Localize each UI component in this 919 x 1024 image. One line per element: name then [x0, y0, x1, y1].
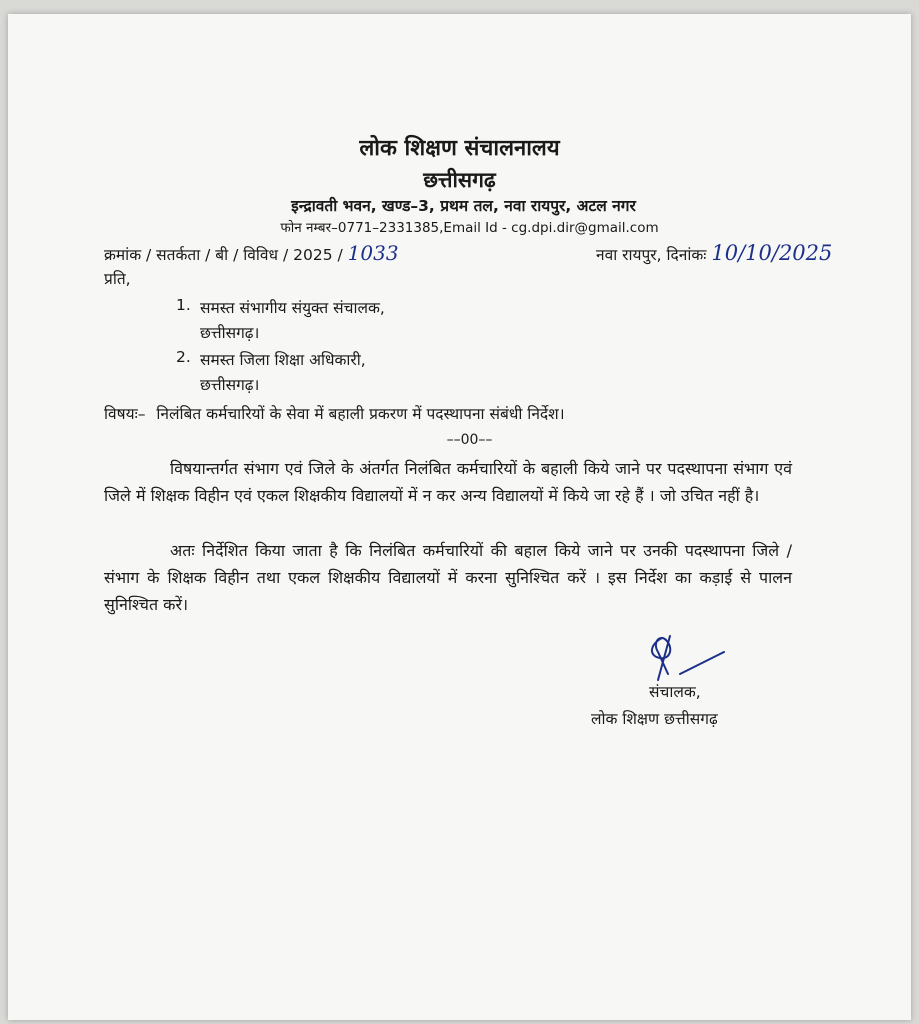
subject-line — [104, 402, 565, 424]
letter-page — [8, 14, 911, 1020]
recipient-2-line1: समस्त जिला शिक्षा अधिकारी, — [200, 351, 366, 369]
reference-printed: क्रमांक / सतर्कता / बी / विविध / 2025 / — [104, 246, 343, 264]
subject-label: विषयः– — [104, 405, 146, 423]
body-paragraph-1: विषयान्तर्गत संभाग एवं जिले के अंतर्गत निलंबित कर्मचारियों के बहाली किये जाने पर पदस्थापना संभाग एवं जिले में शिक्षक विहीन एवं एकल शिक्षकीय विद्यालयों में न कर अन्य विद्यालयों में किये जा रहे हैं । जो उचित नहीं है। — [104, 459, 792, 505]
date-label: नवा रायपुर, दिनांकः — [596, 246, 707, 264]
recipient-1-number: 1. — [176, 296, 191, 314]
handwritten-reference-number: 1033 — [347, 241, 399, 265]
date-line — [596, 241, 832, 265]
subject-text: निलंबित कर्मचारियों के सेवा में बहाली प्रकरण में पदस्थापना संबंधी निर्देश। — [156, 405, 565, 423]
recipients-label: प्रति, — [104, 270, 131, 288]
recipient-2-number: 2. — [176, 348, 191, 366]
state-title: छत्तीसगढ़ — [423, 168, 496, 192]
recipient-1-line2: छत्तीसगढ़। — [200, 324, 260, 342]
reference-number — [104, 241, 399, 265]
signatory-office: लोक शिक्षण छत्तीसगढ़ — [591, 710, 718, 728]
handwritten-date: 10/10/2025 — [711, 241, 833, 265]
recipient-1-line1: समस्त संभागीय संयुक्त संचालक, — [200, 299, 385, 317]
office-title: लोक शिक्षण संचालनालय — [359, 136, 560, 161]
separator: ––00–– — [446, 432, 493, 448]
signatory-title: संचालक, — [649, 683, 701, 701]
body-paragraph-2: अतः निर्देशित किया जाता है कि निलंबित कर्मचारियों की बहाल किये जाने पर उनकी पदस्थापना जिले / संभाग के शिक्षक विहीन तथा एकल शिक्षकीय विद्यालयों में करना सुनिश्चित करें । इस निर्देश का कड़ाई से पालन सुनिश्चित करें। — [104, 541, 792, 614]
recipient-2-line2: छत्तीसगढ़। — [200, 376, 260, 394]
contact-line: फोन नम्बर–0771–2331385,Email Id - cg.dpi.dir@gmail.com — [280, 220, 659, 236]
office-address: इन्द्रावती भवन, खण्ड–3, प्रथम तल, नवा रायपुर, अटल नगर — [291, 197, 636, 215]
